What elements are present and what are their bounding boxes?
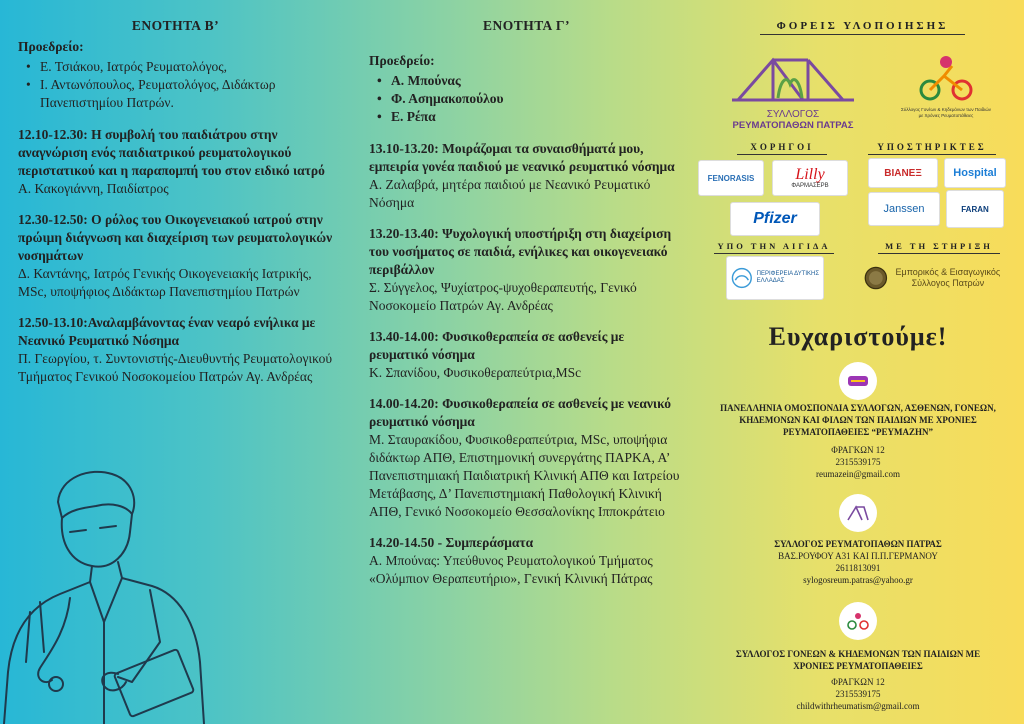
sponsor-logo-fenorasis: FENORASIS [698,160,764,196]
thank-you-heading: Ευχαριστούμε! [768,322,948,351]
support-label: ΜΕ ΤΗ ΣΤΗΡΙΞΗ [878,241,1000,254]
org-phone: 2611813091 [835,563,881,573]
org-phone: 2315539175 [835,689,881,699]
supporter-logo-faran: FARAN [946,190,1004,228]
talk-speaker: Μ. Σταυρακίδου, Φυσικοθεραπεύτρια, MSc, υποψήφια διδάκτωρ ΑΠΘ, Επιστημονική συνεργάτης ΠΑΡΚΑ, Α’ Πανεπιστημιακή Παιδιατρική Κλινική ΑΠΘ και Ιατρείου Μετάβασης, Δ’ Πανεπιστημιακή Παθολογική Κλινική ΑΠΘ, Γενικό Νοσοκομείο Θεσσαλονίκης Ιπποκράτειο [369,432,680,519]
talk-speaker: Κ. Σπανίδου, Φυσικοθεραπεύτρια,MSc [369,365,582,380]
org-phone: 2315539175 [835,457,881,467]
talk-title: 12.10-12.30: Η συμβολή του παιδιάτρου στην αναγνώριση ενός παιδιατρικού ρευματολογικού περιστατικού και η παραπομπή του στον ειδικό ιατρό [18,127,325,178]
parents-association-contact [692,648,1024,712]
chair-list [369,72,684,126]
chair-item: • Ε. Τσιάκου, Ιατρός Ρευματολόγος, [18,58,333,76]
org-address: ΒΑΣ.ΡΟΥΦΟΥ Α31 ΚΑΙ Π.Π.ΓΕΡΜΑΝΟΥ [778,551,938,561]
talk-speaker: Δ. Καντάνης, Ιατρός Γενικής Οικογενειακής Ιατρικής, MSc, υποψήφιος Διδάκτωρ Πανεπιστημίου Πατρών [18,266,312,299]
sponsor-lilly: Lilly [795,166,825,183]
seal-icon [864,259,888,297]
org-name: ΣΥΛΛΟΓΟΣ ΡΕΥΜΑΤΟΠΑΘΩΝ ΠΑΤΡΑΣ [774,539,942,549]
talk-title: 12.30-12.50: Ο ρόλος του Οικογενειακού ιατρού στην πρώιμη διάγνωση και διαχείριση των ρευματολογικών νοσημάτων [18,212,333,263]
bridge-small-icon [846,504,870,522]
supporter-logo-janssen: Janssen [868,192,940,226]
talk-item [18,126,333,198]
merchants-association-logo [864,258,1004,298]
talk-item [369,140,684,212]
parents-association-logo [900,54,992,124]
talk-title: 13.20-13.40: Ψυχολογική υποστήριξη στη διαχείριση του νοσήματος σε παιδιά, ενήλικες και οικογενειακό περιβάλλον [369,226,672,277]
sponsors-label: ΧΟΡΗΓΟΙ [737,142,827,155]
talk-speaker: Π. Γεωργίου, τ. Συντονιστής-Διευθυντής Ρευματολογικού Τμήματος Γενικού Νοσοκομείου Πατρών Αγ. Ανδρέας [18,351,333,384]
talk-speaker: Α. Ζαλαβρά, μητέρα παιδιού με Νεανικό Ρευματικό Νόσημα [369,177,651,210]
talk-title: 14.00-14.20: Φυσικοθεραπεία σε ασθενείς με νεανικό ρευματικό νόσημα [369,396,671,429]
chair-item: • Α. Μπούνας [369,72,684,90]
talk-item [369,534,684,588]
reumazin-logo [839,362,877,400]
organizers-label: ΦΟΡΕΙΣ ΥΛΟΠΟΙΗΣΗΣ [760,20,965,35]
org-address: ΦΡΑΓΚΩΝ 12 [831,677,885,687]
aegis-label: ΥΠΟ ΤΗΝ ΑΙΓΙΔΑ [714,241,834,254]
talk-item [369,225,684,315]
org-email: reumazein@gmail.com [815,469,900,479]
patras-association-small-logo [839,494,877,532]
patras-association-contact [692,538,1024,586]
federation-icon [846,372,870,390]
logo1-line2: ΡΕΥΜΑΤΟΠΑΘΩΝ ΠΑΤΡΑΣ [732,120,854,131]
talk-item [18,211,333,301]
talk-title: 12.50-13.10:Αναλαμβάνοντας έναν νεαρό ενήλικα με Νεανικό Ρευματικό Νόσημα [18,315,316,348]
supporter-logo-hospital: Hospital [944,158,1006,188]
bridge-icon [728,52,858,104]
western-greece-region-logo [726,256,824,300]
support-text: Εμπορικός & Εισαγωγικός Σύλλογος Πατρών [895,267,1001,288]
talk-item [18,314,333,386]
talk-title: 13.10-13.20: Μοιράζομαι τα συναισθήματά μου, εμπειρία γονέα παιδιού με νεανικό ρευματικό νόσημα [369,141,675,174]
chair-heading: Προεδρείο: [18,39,84,54]
chair-list [18,58,333,112]
session-c-title: ΕΝΟΤΗΤΑ Γ’ [483,18,570,33]
bicycle-small-icon [846,611,870,631]
org-name: ΣΥΛΛΟΓΟΣ ΓΟΝΕΩΝ & ΚΗΔΕΜΟΝΩΝ ΤΩΝ ΠΑΙΔΙΩΝ ΜΕ ΧΡΟΝΙΕΣ ΡΕΥΜΑΤΟΠΑΘΕΙΕΣ [735,649,981,671]
talk-title: 13.40-14.00: Φυσικοθεραπεία σε ασθενείς με ρευματικό νόσημα [369,329,625,362]
talk-title: 14.20-14.50 - Συμπεράσματα [369,535,534,550]
parents-association-small-logo [839,602,877,640]
sponsor-farmaserv: ΦΑΡΜΑΣΕΡΒ [791,183,829,189]
aegis-text: ΠΕΡΙΦΕΡΕΙΑ ΔΥΤΙΚΗΣ ΕΛΛΑΔΑΣ [756,271,820,284]
chair-heading: Προεδρείο: [369,53,435,68]
talk-item [369,328,684,382]
talk-speaker: Σ. Σύγγελος, Ψυχίατρος-ψυχοθεραπευτής, Γενικό Νοσοκομείο Πατρών Αγ. Ανδρέας [369,280,637,313]
partners-column [692,0,1024,724]
chair-item: • Φ. Ασημακοπούλου [369,90,684,108]
talk-item [369,395,684,521]
region-emblem-icon [731,263,753,293]
sponsor-logo-lilly-farmaserv [772,160,848,196]
org-email: childwithrheumatism@gmail.com [796,701,920,711]
session-c-column [352,0,692,724]
logo1-line1: ΣΥΛΛΟΓΟΣ [766,109,820,120]
talk-speaker: Α. Μπούνας: Υπεύθυνος Ρευματολογικού Τμήματος «Ολύμπιον Θεραπευτήριο», Γενική Κλινική Πάτρας [369,553,653,586]
bicycle-icon [916,54,976,102]
supporters-label: ΥΠΟΣΤΗΡΙΚΤΕΣ [868,142,996,155]
org-name: ΠΑΝΕΛΛΗΝΙΑ ΟΜΟΣΠΟΝΔΙΑ ΣΥΛΛΟΓΩΝ, ΑΣΘΕΝΩΝ, ΓΟΝΕΩΝ, ΚΗΔΕΜΟΝΩΝ ΚΑΙ ΦΙΛΩΝ ΤΩΝ ΠΑΙΔΙΩΝ ΜΕ ΧΡΟΝΙΕΣ ΡΕΥΜΑΤΟΠΑΘΕΙΕΣ “ΡΕΥΜΑΖΗΝ” [720,403,996,437]
chair-item: • Ι. Αντωνόπουλος, Ρευματολόγος, Διδάκτωρ Πανεπιστημίου Πατρών. [18,76,333,112]
federation-contact [692,402,1024,480]
talk-speaker: Α. Κακογιάννη, Παιδίατρος [18,181,169,196]
org-address: ΦΡΑΓΚΩΝ 12 [831,445,885,455]
supporter-logo-vianex: ΒΙΑΝΕΞ [868,158,938,188]
logo2-text: Σύλλογος Γονέων & Κηδεμόνων των Παιδιών με Χρόνιες Ρευματοπάθειες [900,107,992,118]
sponsor-logo-pfizer: Pfizer [730,202,820,236]
session-b-title: ΕΝΟΤΗΤΑ Β’ [131,18,220,33]
org-email: sylogosreum.patras@yahoo.gr [803,575,913,585]
chair-item: • Ε. Ρέπα [369,108,684,126]
rheumatic-patients-patras-logo [728,52,858,130]
session-b-column [0,0,345,724]
